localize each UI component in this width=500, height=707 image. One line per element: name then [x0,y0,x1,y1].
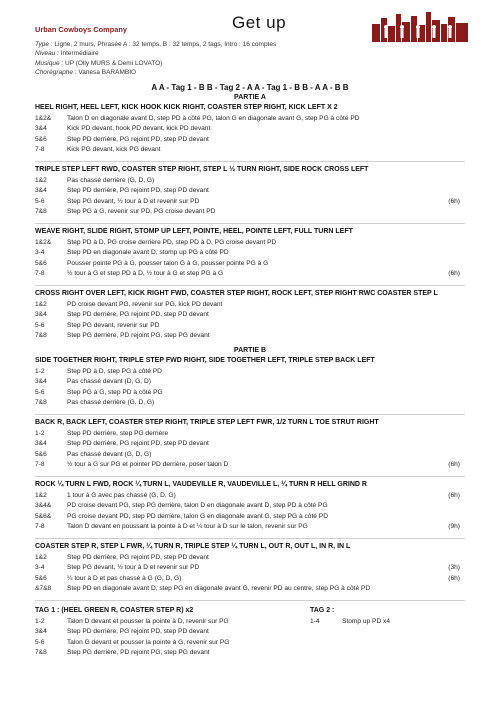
step-row: 7-8 ½ tour à G sur PG et pointer PD derrière, poser talon D (6h) [35,461,460,468]
step-row: 5&6 ¼ tour à D et pas chassé à G (G, D, G) (6h) [35,574,460,582]
tag-1 [35,606,315,659]
step-row: 3&4 Step PD derrière, PG rejoint PD, step PD devant [35,628,209,635]
meta-musique: Musique : UP (Olly MURS & Demi LOVATO) [35,59,163,67]
tag-2 [310,606,460,627]
step-row: 3&4 Step PD derrière, PG rejoint PD, step PD devant [35,440,209,447]
step-row: 5&6& PG croise devant PD, step PD derrière, talon G en diagonale avant G, step PG à côté PD [35,512,328,520]
partie-a-heading: PARTIE A [234,94,266,101]
city-skyline-logo [372,12,468,42]
step-row: 3-4 Step PG devant, ½ tour à D et revenir sur PD (3h) [35,564,460,571]
step-row: 3&4 Kick PD devant, hook PD devant, kick PD devant [35,125,211,132]
step-row: 7-8 Talon D devant en poussant la pointe à D et ¼ tour à D sur le talon, revenir sur PG (9h) [35,523,460,530]
step-row: 1-2 Talon D devant et pousser la pointe à D, revenir sur PG [35,617,229,625]
step-row: 1&2 PD croise devant PG, revenir sur PG, kick PD devant [35,300,223,308]
step-row: 7-8 ½ tour à G et step PD à D, ½ tour à G et step PG à G (6h) [35,270,460,277]
step-row: 3-4 Step PD en diagonale avant D, stomp up PG à côté PD [35,249,229,256]
step-row: 1&2 Step PD derrière, PG rejoint PD, step PD devant [35,553,209,561]
step-row: 7&8 Pas chassé derrière (G, D, G) [35,399,155,406]
step-row: 3&4 Step PD derrière, PG rejoint PD, step PD devant [35,187,209,194]
section-divider [35,223,465,224]
step-row: 3&4 Step PD derrière, PG rejoint PD, step PD devant [35,311,209,318]
step-row: 5&6 Pas chassé devant (G, D, G) [35,450,152,458]
section-5 [35,356,460,409]
step-row: &7&8 Step PD en diagonale avant D, step PG en diagonale avant G, revenir PD au centre, step PG à côté PD [35,585,371,592]
step-row: 5-6 Talon G devant et pousser la pointe à G, revenir sur PG [35,638,230,646]
section-divider [35,414,465,415]
section-title: ROCK ¼ TURN L FWD, ROCK ¼ TURN L, VAUDEVILLE R, VAUDEVILLE L, ¼ TURN R HELL GRIND R [35,481,367,488]
step-row: 5&6 Pousser pointe PG à G, pousser talon G à G, pousser pointe PG à G [35,259,269,267]
step-row: 1-2 Step PD à D, step PG à côté PD [35,367,162,375]
tag-1-title: TAG 1 : (HEEL GREEN R, COASTER STEP R) x2 [35,607,194,614]
meta-type: Type : Ligne, 2 murs, Phrasée A : 32 temps, B : 32 temps, 2 tags, Intro : 16 comptes [35,41,277,48]
section-title: CROSS RIGHT OVER LEFT, KICK RIGHT FWD, COASTER STEP RIGHT, ROCK LEFT, STEP RIGHT RWC COASTER STEP L [35,290,438,297]
section-divider [35,476,465,477]
step-row: 3&4& PD croise devant PG, step PG derrière, talon D en diagonale avant D, step PD à côté PG [35,502,328,509]
section-6 [35,418,460,471]
step-row: 5-6 Step PG à G, step PD à côté PG [35,388,163,396]
step-row: 3&4 Pas chassé devant (D, G, D) [35,378,151,385]
meta-niveau: Niveau : Intermédiaire [35,50,99,58]
step-row: 1&2& Step PD à D, PG croise derrière PD, step PD à D, PG croise devant PD [35,238,277,246]
step-row: 1&2 1 tour à G avec pas chassé (G, D, G) (6h) [35,491,460,499]
section-title: TRIPLE STEP LEFT RWD, COASTER STEP RIGHT, STEP L ½ TURN RIGHT, SIDE ROCK CROSS LEFT [35,166,369,173]
dance-structure: A A - Tag 1 - B B - Tag 2 - A A - Tag 1 - B B - A A - B B [151,83,349,92]
section-divider [35,538,465,539]
step-row: 5&6 Step PD derrière, PG rejoint PD, step PD devant [35,135,209,143]
step-row: 1-2 Step PD derrière, step PG derrière [35,429,169,437]
section-7 [35,480,460,533]
dance-info [35,40,276,78]
section-divider [35,600,465,601]
meta-choregraphe: Chorégraphe : Vanesa BARAMBIO [35,69,137,77]
step-row: 7-8 Kick PG devant, kick PG devant [35,146,161,153]
section-8 [35,542,460,595]
dance-title: Get up [232,13,287,32]
brand-name: Urban Cowboys Company [35,25,127,34]
step-row: 7&8 Step PG à G, revenir sur PD, PG croise devant PD [35,208,216,215]
section-divider [35,161,465,162]
section-4 [35,289,460,342]
section-2 [35,165,460,218]
step-row: 5-6 Step PG devant, ½ tour à D et revenir sur PD (6h) [35,197,460,205]
section-3 [35,227,460,280]
section-title: BACK R, BACK LEFT, COASTER STEP RIGHT, TRIPLE STEP LEFT FWR, 1/2 TURN L TOE STRUT RIGHT [35,419,379,426]
section-title: COASTER STEP R, STEP L FWR, ¼ TURN R, TRIPLE STEP ¼ TURN L, OUT R, OUT L, IN R, IN L [35,543,351,550]
step-row: 1&2& Talon D en diagonale avant D, step PD à côté PG, talon G en diagonale avant G, step PG à côté PD [35,114,360,122]
step-row: 7&8 Step PG derrière, PD rejoint PG, step PG devant [35,332,210,339]
section-divider [35,285,465,286]
section-title: SIDE TOGETHER RIGHT, TRIPLE STEP FWD RIGHT, SIDE TOGETHER LEFT, TRIPLE STEP BACK LEFT [35,357,375,364]
tag-2-title: TAG 2 : [310,607,335,614]
section-title: WEAVE RIGHT, SLIDE RIGHT, STOMP UP LEFT, POINTE, HEEL, POINTE LEFT, FULL TURN LEFT [35,228,353,235]
section-title: HEEL RIGHT, HEEL LEFT, KICK HOOK KICK RIGHT, COASTER STEP RIGHT, KICK LEFT X 2 [35,104,338,111]
step-row: 7&8 Step PG derrière, PD rejoint PG, step PG devant [35,649,210,656]
partie-b-heading: PARTIE B [233,347,267,354]
step-row: 5-6 Step PG devant, revenir sur PD [35,321,160,329]
section-1 [35,103,460,156]
step-row: 1&2 Pas chassé derrière (G, D, G) [35,176,155,184]
step-row: 1-4 Stomp up PD x4 [310,617,391,625]
